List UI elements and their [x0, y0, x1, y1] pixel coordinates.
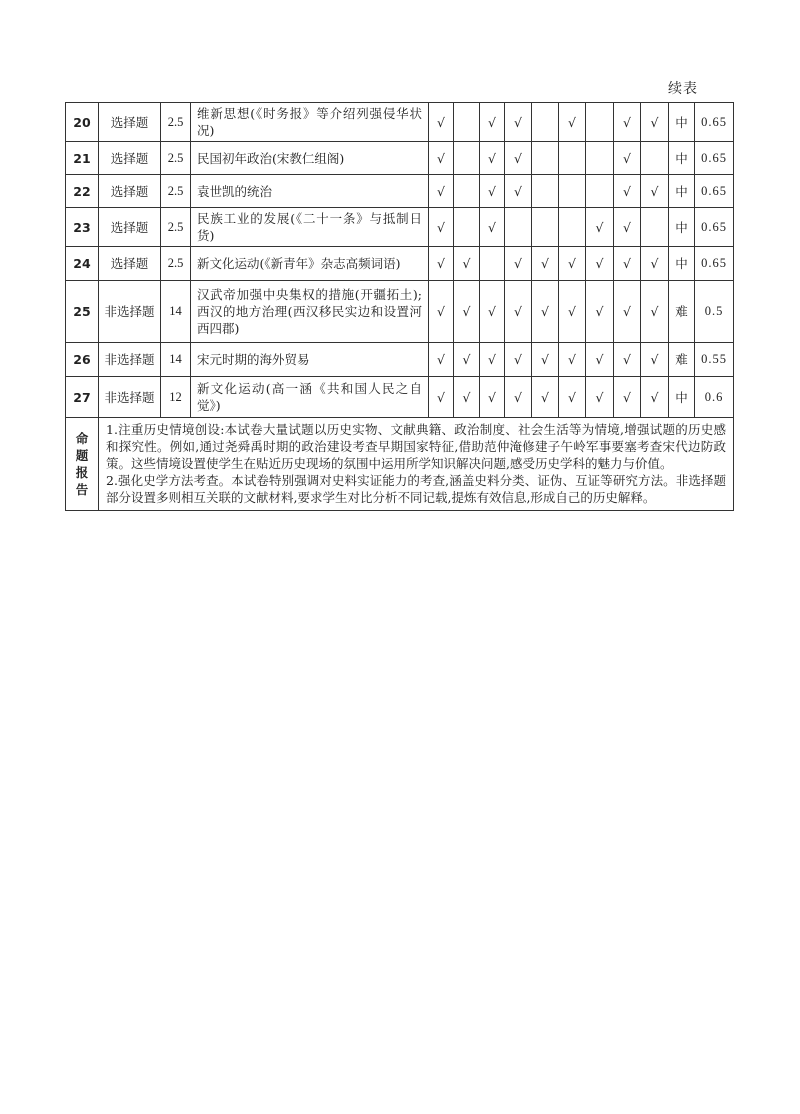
check-cell: √ — [505, 175, 532, 208]
table-row — [66, 377, 734, 418]
table-row — [66, 208, 734, 247]
check-cell: √ — [586, 377, 614, 418]
check-cell: √ — [586, 208, 614, 247]
check-cell: √ — [532, 247, 559, 281]
question-content: 民族工业的发展(《二十一条》与抵制日货) — [191, 208, 429, 247]
difficulty: 中 — [669, 175, 695, 208]
check-cell: √ — [480, 175, 505, 208]
report-label — [66, 418, 99, 511]
check-cell: √ — [532, 377, 559, 418]
check-cell: √ — [454, 343, 480, 377]
question-number: 22 — [66, 175, 99, 208]
check-cell: √ — [586, 343, 614, 377]
check-cell: √ — [586, 247, 614, 281]
question-number: 26 — [66, 343, 99, 377]
question-number: 24 — [66, 247, 99, 281]
check-cell — [454, 103, 480, 142]
question-score: 2.5 — [161, 142, 191, 175]
check-cell: √ — [505, 377, 532, 418]
check-cell: √ — [559, 247, 586, 281]
check-cell — [454, 142, 480, 175]
check-cell: √ — [614, 247, 641, 281]
question-content: 维新思想(《时务报》等介绍列强侵华状况) — [191, 103, 429, 142]
score-rate: 0.5 — [695, 281, 734, 343]
check-cell: √ — [532, 281, 559, 343]
check-cell — [454, 208, 480, 247]
check-cell — [454, 175, 480, 208]
question-type: 选择题 — [99, 175, 161, 208]
check-cell: √ — [586, 281, 614, 343]
check-cell — [586, 142, 614, 175]
check-cell: √ — [505, 343, 532, 377]
difficulty: 中 — [669, 142, 695, 175]
score-rate: 0.65 — [695, 142, 734, 175]
question-score: 2.5 — [161, 208, 191, 247]
question-number: 21 — [66, 142, 99, 175]
question-content: 宋元时期的海外贸易 — [191, 343, 429, 377]
check-cell — [505, 208, 532, 247]
check-cell: √ — [480, 142, 505, 175]
report-content — [99, 418, 734, 511]
check-cell: √ — [480, 103, 505, 142]
question-score: 2.5 — [161, 247, 191, 281]
question-type: 非选择题 — [99, 281, 161, 343]
score-rate: 0.65 — [695, 247, 734, 281]
report-paragraph-1: 1.注重历史情境创设:本试卷大量试题以历史实物、文献典籍、政治制度、社会生活等为情境,增强试题的历史感和探究性。例如,通过尧舜禹时期的政治建设考查早期国家特征,借助范仲淹修建子午岭军事要塞考查宋代边防政策。这些情境设置使学生在贴近历史现场的氛围中运用所学知识解决问题,感受历史学科的魅力与价值。 — [106, 422, 726, 471]
check-cell: √ — [641, 343, 669, 377]
table-row — [66, 247, 734, 281]
score-rate: 0.65 — [695, 208, 734, 247]
check-cell: √ — [614, 343, 641, 377]
check-cell — [559, 175, 586, 208]
table-row — [66, 175, 734, 208]
check-cell: √ — [559, 103, 586, 142]
report-label-text: 命题报告 — [75, 431, 89, 497]
check-cell: √ — [641, 103, 669, 142]
check-cell: √ — [614, 142, 641, 175]
check-cell: √ — [429, 142, 454, 175]
check-cell — [532, 175, 559, 208]
question-table — [65, 102, 734, 511]
check-cell: √ — [614, 175, 641, 208]
question-score: 2.5 — [161, 103, 191, 142]
difficulty: 中 — [669, 247, 695, 281]
score-rate: 0.55 — [695, 343, 734, 377]
check-cell: √ — [614, 103, 641, 142]
check-cell: √ — [429, 208, 454, 247]
table-row — [66, 343, 734, 377]
score-rate: 0.6 — [695, 377, 734, 418]
check-cell — [641, 142, 669, 175]
question-content: 新文化运动(高一涵《共和国人民之自觉》) — [191, 377, 429, 418]
check-cell — [559, 142, 586, 175]
check-cell — [586, 175, 614, 208]
check-cell: √ — [429, 343, 454, 377]
check-cell: √ — [429, 247, 454, 281]
difficulty: 中 — [669, 103, 695, 142]
check-cell: √ — [614, 208, 641, 247]
check-cell: √ — [429, 103, 454, 142]
check-cell: √ — [505, 142, 532, 175]
table-row — [66, 103, 734, 142]
check-cell — [586, 103, 614, 142]
question-score: 14 — [161, 343, 191, 377]
check-cell: √ — [614, 281, 641, 343]
check-cell: √ — [641, 377, 669, 418]
report-row — [66, 418, 734, 511]
table-row — [66, 142, 734, 175]
score-rate: 0.65 — [695, 103, 734, 142]
check-cell: √ — [505, 281, 532, 343]
check-cell: √ — [641, 281, 669, 343]
score-rate: 0.65 — [695, 175, 734, 208]
check-cell: √ — [454, 247, 480, 281]
question-content: 新文化运动(《新青年》杂志高频词语) — [191, 247, 429, 281]
question-number: 20 — [66, 103, 99, 142]
difficulty: 中 — [669, 377, 695, 418]
difficulty: 难 — [669, 281, 695, 343]
check-cell — [532, 142, 559, 175]
check-cell: √ — [480, 208, 505, 247]
check-cell: √ — [454, 281, 480, 343]
check-cell: √ — [559, 343, 586, 377]
continuation-label: 续表 — [668, 81, 698, 97]
question-type: 选择题 — [99, 208, 161, 247]
check-cell: √ — [614, 377, 641, 418]
question-content: 汉武帝加强中央集权的措施(开疆拓土);西汉的地方治理(西汉移民实边和设置河西四郡) — [191, 281, 429, 343]
check-cell — [480, 247, 505, 281]
check-cell: √ — [480, 343, 505, 377]
check-cell: √ — [480, 281, 505, 343]
difficulty: 中 — [669, 208, 695, 247]
question-number: 27 — [66, 377, 99, 418]
check-cell: √ — [641, 247, 669, 281]
question-number: 23 — [66, 208, 99, 247]
report-paragraph-2: 2.强化史学方法考查。本试卷特别强调对史料实证能力的考查,涵盖史料分类、证伪、互证等研究方法。非选择题部分设置多则相互关联的文献材料,要求学生对比分析不同记载,提炼有效信息,形成自己的历史解释。 — [106, 473, 726, 505]
check-cell: √ — [454, 377, 480, 418]
question-type: 非选择题 — [99, 343, 161, 377]
question-type: 非选择题 — [99, 377, 161, 418]
check-cell — [532, 103, 559, 142]
question-score: 2.5 — [161, 175, 191, 208]
check-cell: √ — [429, 281, 454, 343]
question-score: 12 — [161, 377, 191, 418]
check-cell: √ — [480, 377, 505, 418]
table-row — [66, 281, 734, 343]
question-content: 袁世凯的统治 — [191, 175, 429, 208]
check-cell: √ — [532, 343, 559, 377]
difficulty: 难 — [669, 343, 695, 377]
check-cell: √ — [429, 377, 454, 418]
question-number: 25 — [66, 281, 99, 343]
question-type: 选择题 — [99, 142, 161, 175]
check-cell: √ — [505, 247, 532, 281]
check-cell — [559, 208, 586, 247]
check-cell: √ — [429, 175, 454, 208]
question-type: 选择题 — [99, 247, 161, 281]
check-cell: √ — [559, 377, 586, 418]
check-cell: √ — [641, 175, 669, 208]
question-score: 14 — [161, 281, 191, 343]
check-cell: √ — [505, 103, 532, 142]
check-cell — [532, 208, 559, 247]
question-type: 选择题 — [99, 103, 161, 142]
check-cell — [641, 208, 669, 247]
check-cell: √ — [559, 281, 586, 343]
question-content: 民国初年政治(宋教仁组阁) — [191, 142, 429, 175]
